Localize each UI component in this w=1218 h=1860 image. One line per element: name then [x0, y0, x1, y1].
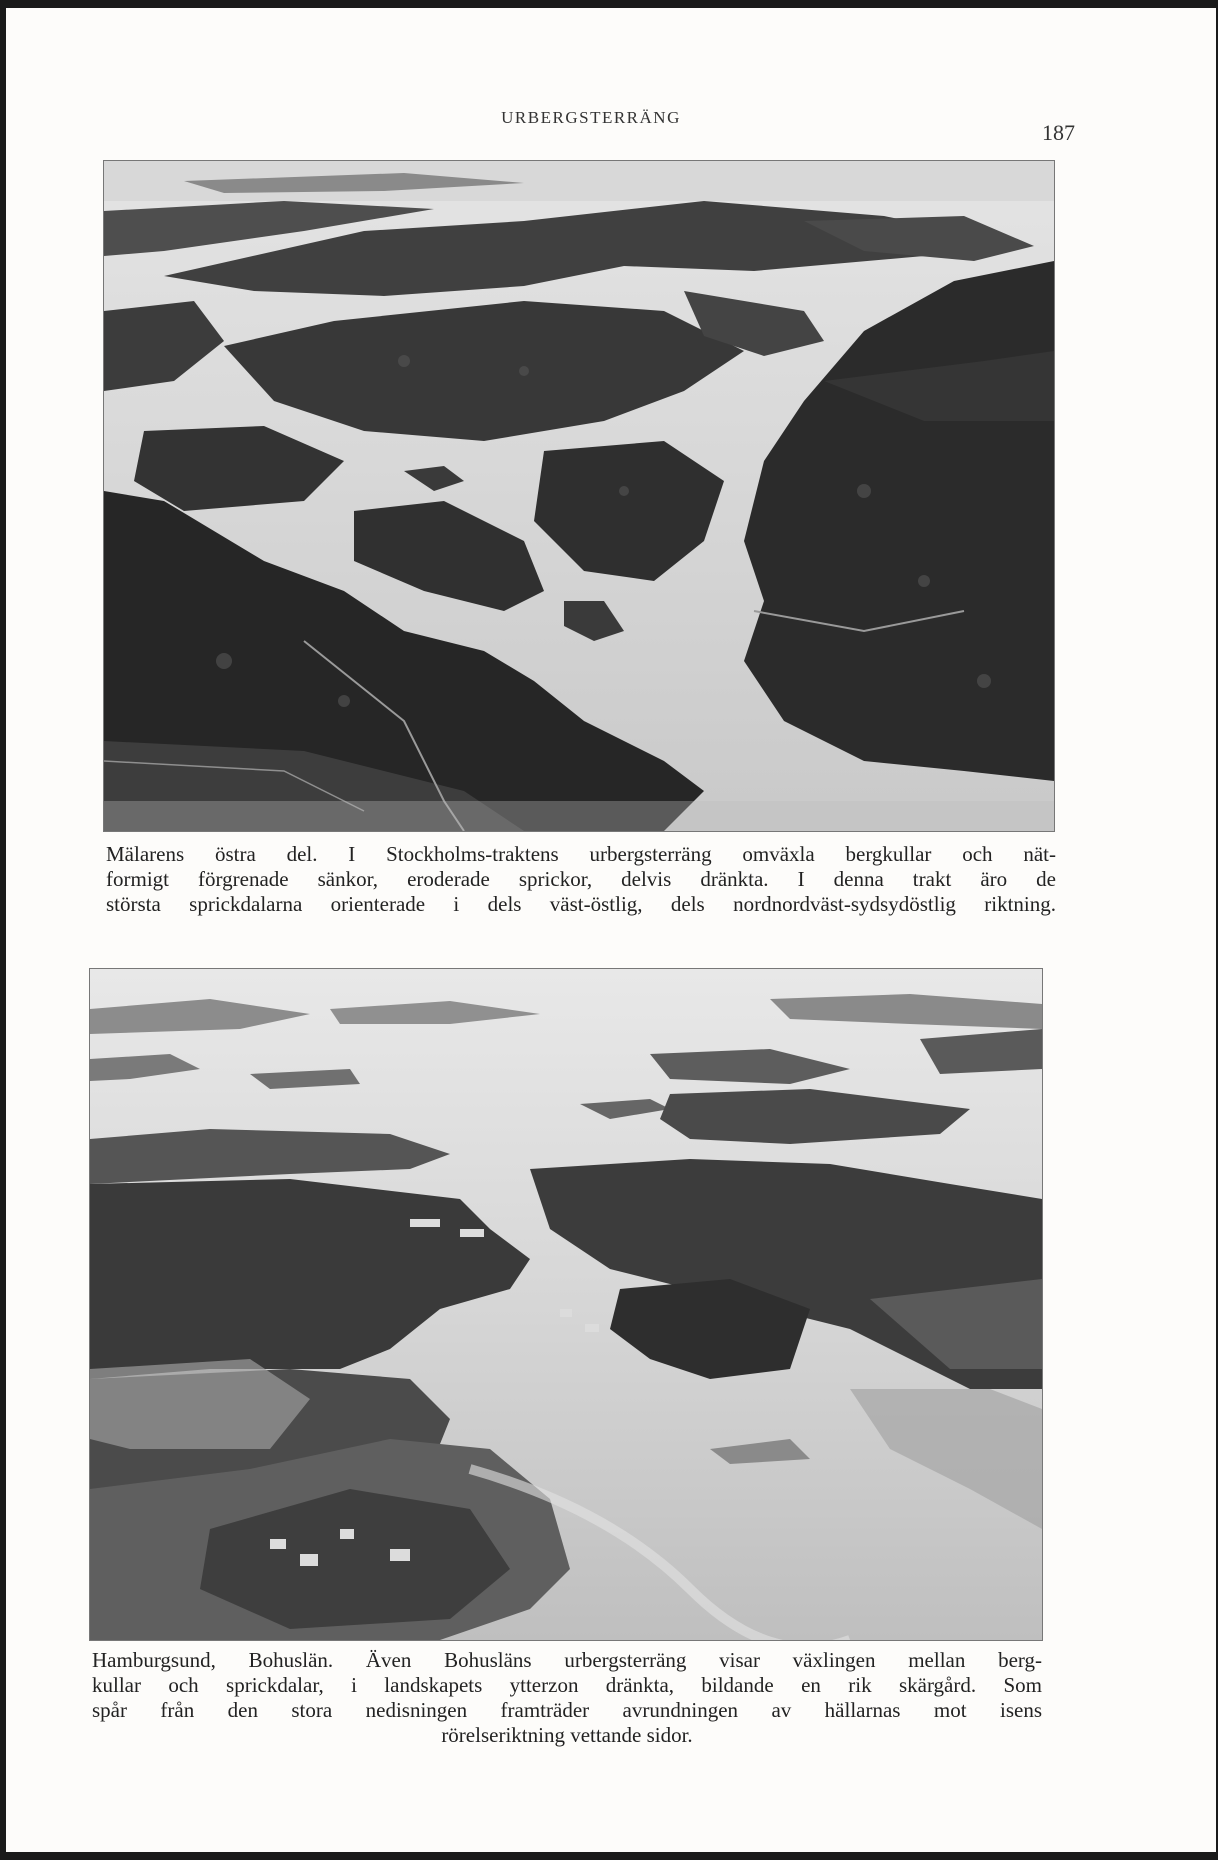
caption-malaren: [106, 842, 1056, 917]
aerial-photo-hamburgsund-image: [90, 969, 1042, 1640]
caption-line: största sprickdalarna orienterade i dels väst-östlig, dels nordnordväst-sydsydöstlig riktning.: [106, 892, 1056, 916]
caption-hamburgsund: [92, 1648, 1042, 1748]
page-number: 187: [1042, 120, 1075, 145]
aerial-photo-hamburgsund: [90, 969, 1042, 1640]
caption-line: Mälarens östra del. I Stockholms-traktens urbergsterräng omväxla bergkullar och nät-: [106, 842, 1056, 866]
caption-line: Hamburgsund, Bohuslän. Även Bohusläns urbergsterräng visar växlingen mellan berg-: [92, 1648, 1042, 1672]
caption-line: spår från den stora nedisningen framträder avrundningen av hällarnas mot isens: [92, 1698, 1042, 1722]
caption-line: formigt förgrenade sänkor, eroderade sprickor, delvis dränkta. I denna trakt äro de: [106, 867, 1056, 891]
book-page: [6, 8, 1216, 1852]
aerial-photo-malaren-image: [104, 161, 1054, 831]
caption-line: kullar och sprickdalar, i landskapets ytterzon dränkta, bildande en rik skärgård. Som: [92, 1673, 1042, 1697]
caption-line: rörelseriktning vettande sidor.: [441, 1723, 693, 1747]
running-head: URBERGSTERRÄNG: [501, 108, 681, 127]
aerial-photo-malaren: [104, 161, 1054, 831]
